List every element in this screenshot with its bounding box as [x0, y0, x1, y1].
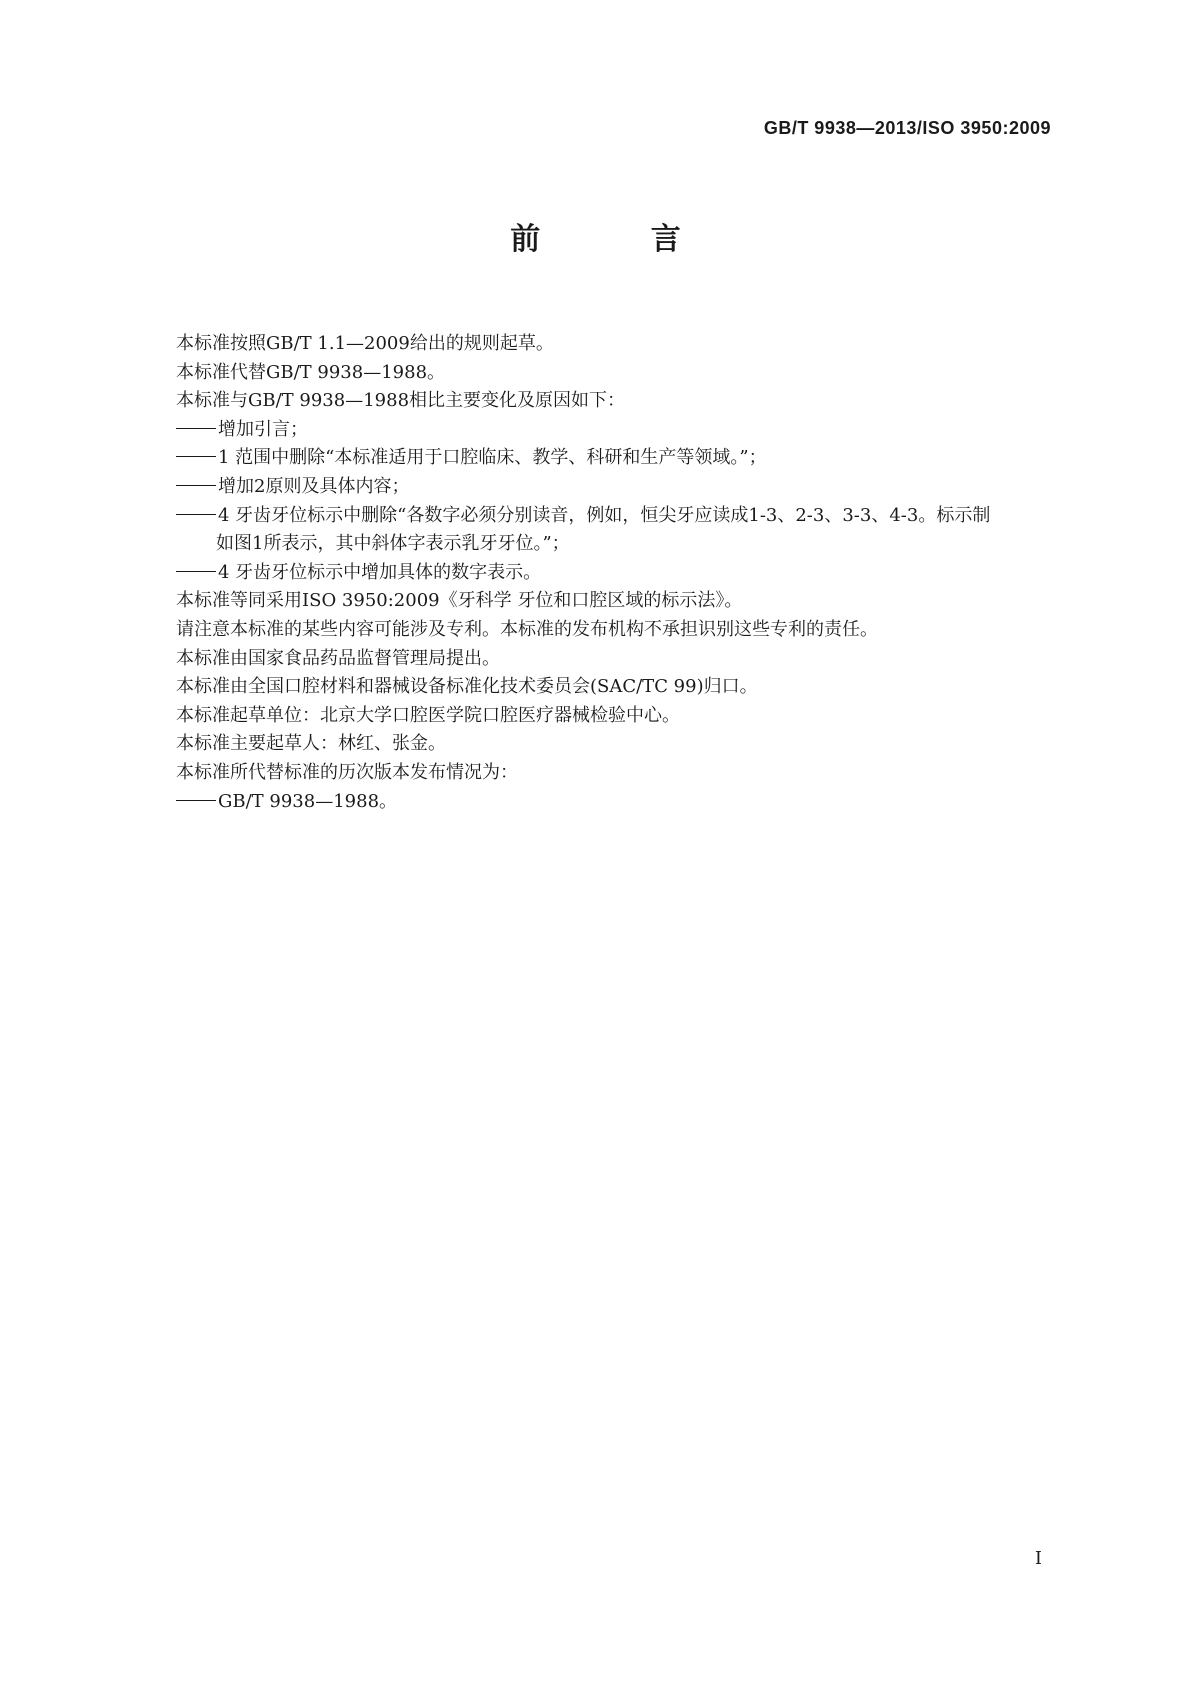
paragraph: 本标准按照GB/T 1.1—2009给出的规则起草。: [176, 333, 554, 354]
list-item-text: 1 范围中删除“本标准适用于口腔临床、教学、科研和生产等领域。”；: [218, 447, 767, 469]
dash-bullet: [176, 514, 216, 516]
paragraph: 本标准与GB/T 9938—1988相比主要变化及原因如下：: [176, 390, 626, 412]
dash-bullet: [176, 571, 216, 573]
list-item: [176, 502, 1056, 531]
list-item: [176, 416, 1056, 445]
list-item-text: 增加引言；: [218, 418, 308, 440]
paragraph: 本标准由全国口腔材料和器械设备标准化技术委员会(SAC/TC 99)归口。: [176, 676, 758, 698]
dash-bullet: [176, 456, 216, 458]
paragraph: 本标准由国家食品药品监督管理局提出。: [176, 647, 500, 669]
paragraph: 本标准所代替标准的历次版本发布情况为：: [176, 761, 518, 783]
list-item-text: 4 牙齿牙位标示中删除“各数字必须分别读音，例如，恒尖牙应读成1-3、2-3、3-3、4-3。标示制: [218, 504, 991, 526]
paragraph: 请注意本标准的某些内容可能涉及专利。本标准的发布机构不承担识别这些专利的责任。: [176, 618, 878, 640]
list-item-text: 增加2原则及具体内容；: [218, 475, 410, 497]
list-item: [176, 444, 1056, 473]
page-title: 前 言: [510, 222, 731, 257]
list-item: [176, 788, 1056, 817]
list-item: [176, 559, 1056, 588]
dash-bullet: [176, 800, 216, 802]
page-number: I: [1034, 1548, 1042, 1569]
paragraph: 本标准主要起草人：林红、张金。: [176, 733, 446, 755]
paragraph: 本标准代替GB/T 9938—1988。: [176, 361, 446, 383]
foreword-body: [176, 330, 1056, 816]
paragraph: 本标准等同采用ISO 3950:2009《牙科学 牙位和口腔区域的标示法》。: [176, 590, 743, 612]
list-item: [176, 473, 1056, 502]
document-identifier: GB/T 9938—2013/ISO 3950:2009: [763, 118, 1051, 138]
dash-bullet: [176, 428, 216, 430]
dash-bullet: [176, 485, 216, 487]
list-item-text: 4 牙齿牙位标示中增加具体的数字表示。: [218, 561, 542, 583]
paragraph: 本标准起草单位：北京大学口腔医学院口腔医疗器械检验中心。: [176, 704, 680, 726]
list-item-continuation: 如图1所表示，其中斜体字表示乳牙牙位。”；: [216, 533, 570, 555]
list-item-text: GB/T 9938—1988。: [218, 790, 398, 812]
